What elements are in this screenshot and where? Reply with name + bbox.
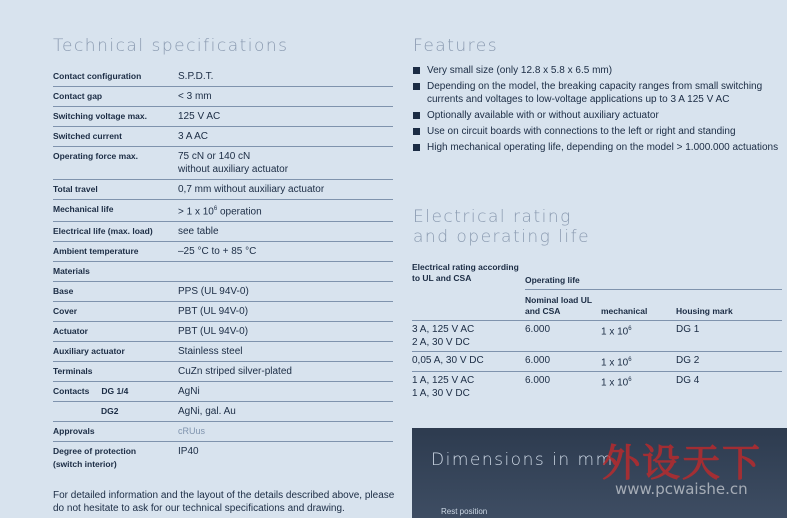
rating-cell <box>412 374 525 400</box>
rating-table <box>412 262 782 402</box>
spec-value: AgNi, gal. Au <box>178 406 236 418</box>
spec-row <box>53 262 393 282</box>
col-header-operating-life: Operating life <box>525 275 580 285</box>
rating-line: 1 A, 125 V AC <box>412 375 475 387</box>
spec-label: Base <box>53 286 74 297</box>
spec-value <box>178 203 393 218</box>
technical-specs-table <box>53 67 393 474</box>
table-row <box>412 372 782 402</box>
rating-cell <box>412 323 525 349</box>
feature-text: High mechanical operating life, depending on the model > 1.000.000 actuations <box>427 142 779 153</box>
technical-specs-heading: Technical specifications <box>53 36 289 56</box>
feature-item <box>413 64 783 77</box>
spec-row <box>53 362 393 382</box>
spec-label-main: Contacts <box>53 386 90 397</box>
spec-value: PBT (UL 94V-0) <box>178 306 249 318</box>
rating-line: 2 A, 30 V DC <box>412 337 470 348</box>
spec-row <box>53 147 393 180</box>
spec-value: S.P.D.T. <box>178 71 214 82</box>
feature-item <box>413 125 783 138</box>
spec-label: Approvals <box>53 426 95 437</box>
spec-label: Contact configuration <box>53 71 142 81</box>
spec-value: 125 V AC <box>178 111 221 122</box>
spec-value: IP40 <box>178 446 199 458</box>
spec-row <box>53 222 393 242</box>
spec-row <box>53 200 393 222</box>
spec-row <box>53 67 393 87</box>
table-row <box>412 321 782 352</box>
rating-heading <box>413 207 590 247</box>
col-header-mechanical: mechanical <box>601 306 648 316</box>
spec-row <box>53 302 393 322</box>
square-bullet-icon <box>413 144 420 151</box>
spec-value: 0,7 mm without auxiliary actuator <box>178 184 325 195</box>
spec-label: Switched current <box>53 131 122 141</box>
spec-row <box>53 107 393 127</box>
spec-label: Switching voltage max. <box>53 111 147 121</box>
housing-cell: DG 4 <box>676 375 700 387</box>
feature-text: Optionally available with or without auxiliary actuator <box>427 110 659 121</box>
col-header-spacer <box>412 295 525 317</box>
table-row <box>412 352 782 372</box>
spec-label <box>53 385 178 398</box>
spec-row <box>53 342 393 362</box>
spec-label: Auxiliary actuator <box>53 346 125 357</box>
rating-heading-line: and operating life <box>413 227 591 247</box>
nominal-cell: 6.000 <box>525 355 551 366</box>
watermark-logo: 外设天下 <box>602 441 763 485</box>
spec-row <box>53 87 393 107</box>
spec-value-line: 75 cN or 140 cN <box>178 151 251 162</box>
spec-label: Materials <box>53 266 90 277</box>
mechanical-exponent: 6 <box>628 357 632 363</box>
spec-value: PPS (UL 94V-0) <box>178 286 249 298</box>
features-list <box>413 64 783 157</box>
feature-item <box>413 141 783 154</box>
rating-heading-line: Electrical rating <box>413 207 572 227</box>
footer-note: For detailed information and the layout of the details described above, please do not hesitate to ask for our technical specifications and drawing. <box>53 490 395 514</box>
spec-row <box>53 382 393 402</box>
spec-label-line: Degree of protection <box>53 446 137 457</box>
spec-value: –25 °C to + 85 °C <box>178 246 257 258</box>
spec-value: CuZn striped silver-plated <box>178 366 292 378</box>
spec-row <box>53 322 393 342</box>
rating-line: 0,05 A, 30 V DC <box>412 355 484 366</box>
housing-cell: DG 1 <box>676 324 700 335</box>
feature-text: Use on circuit boards with connections to the left or right and standing <box>427 126 736 137</box>
spec-row <box>53 402 393 422</box>
dimensions-panel <box>412 428 787 518</box>
spec-value-line: without auxiliary actuator <box>178 164 289 175</box>
ul-approval-logo: cRUus <box>178 426 206 437</box>
spec-label <box>53 445 178 471</box>
spec-label-sub: DG2 <box>101 406 119 417</box>
spec-row <box>53 442 393 474</box>
mechanical-cell <box>601 354 676 369</box>
spec-value-exponent: 6 <box>213 206 218 212</box>
mechanical-cell <box>601 323 676 349</box>
watermark-url: www.pcwaishe.cn <box>615 480 748 498</box>
mechanical-base: 1 x 10 <box>601 326 629 338</box>
features-heading: Features <box>413 36 499 56</box>
spec-row <box>53 242 393 262</box>
rating-line: 1 A, 30 V DC <box>412 388 470 400</box>
nominal-cell: 6.000 <box>525 324 551 335</box>
rest-position-label: Rest position <box>441 507 488 516</box>
spec-label: Electrical life (max. load) <box>53 226 153 237</box>
feature-item <box>413 80 783 106</box>
spec-label: Cover <box>53 306 78 317</box>
mechanical-exponent: 6 <box>628 377 632 384</box>
rating-line: 3 A, 125 V AC <box>412 324 475 335</box>
spec-row <box>53 422 393 442</box>
feature-text: Very small size (only 12.8 x 5.8 x 6.5 mm) <box>427 65 613 76</box>
spec-label-sub: DG 1/4 <box>101 386 129 397</box>
spec-value: < 3 mm <box>178 91 212 102</box>
spec-row <box>53 180 393 200</box>
spec-label: Mechanical life <box>53 204 114 214</box>
col-header-housing: Housing mark <box>676 306 733 316</box>
col-header-rating: Electrical rating according to UL and CSA <box>412 262 519 283</box>
nominal-cell: 6.000 <box>525 375 551 387</box>
spec-label: Actuator <box>53 326 88 337</box>
spec-label: Contact gap <box>53 91 103 101</box>
rating-cell <box>412 354 525 369</box>
spec-row <box>53 282 393 302</box>
spec-label: Terminals <box>53 366 93 377</box>
mechanical-base: 1 x 10 <box>601 357 629 369</box>
square-bullet-icon <box>413 67 420 74</box>
rating-subheader <box>412 290 782 321</box>
mechanical-base: 1 x 10 <box>601 377 629 389</box>
col-header-nominal: Nominal load UL and CSA <box>525 295 592 316</box>
square-bullet-icon <box>413 128 420 135</box>
spec-label: Total travel <box>53 184 98 194</box>
spec-row <box>53 127 393 147</box>
dimensions-heading: Dimensions in mm <box>431 450 614 470</box>
spec-value <box>178 265 393 278</box>
rating-table-header <box>412 262 782 286</box>
spec-value: see table <box>178 226 219 238</box>
spec-value <box>178 425 393 438</box>
housing-cell: DG 2 <box>676 355 700 366</box>
square-bullet-icon <box>413 83 420 90</box>
spec-value: 3 A AC <box>178 131 209 142</box>
spec-value: AgNi <box>178 386 200 398</box>
square-bullet-icon <box>413 112 420 119</box>
spec-value: Stainless steel <box>178 346 243 358</box>
spec-value <box>178 150 393 176</box>
spec-value-base: > 1 x 10 <box>178 206 214 218</box>
mechanical-cell <box>601 374 676 400</box>
spec-value: PBT (UL 94V-0) <box>178 326 249 338</box>
spec-label-line: (switch interior) <box>53 459 117 470</box>
mechanical-exponent: 6 <box>628 326 632 332</box>
spec-label: Operating force max. <box>53 151 139 161</box>
spec-label: Ambient temperature <box>53 246 139 257</box>
spec-label <box>53 405 178 418</box>
feature-item <box>413 109 783 122</box>
feature-text: Depending on the model, the breaking capacity ranges from small switching currents and voltages to low-voltage applications up to 3 A 125 V AC <box>427 81 763 105</box>
spec-value-unit: operation <box>217 206 262 218</box>
